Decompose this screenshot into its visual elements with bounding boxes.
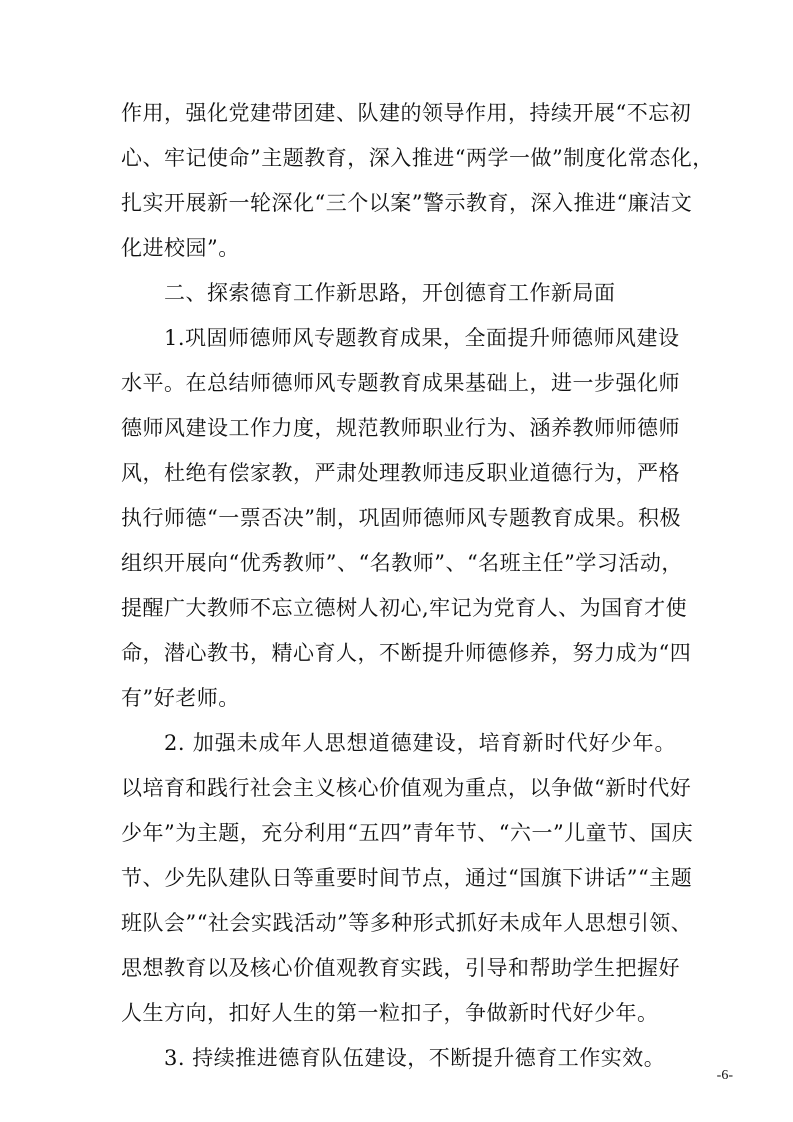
body-text-line: 以培育和践行社会主义核心价值观为重点，以争做“新时代好 [121, 776, 692, 800]
body-text-line: 少年”为主题，充分利用“五四”青年节、“六一”儿童节、国庆 [121, 821, 694, 845]
body-text-line: 德师风建设工作力度，规范教师职业行为、涵养教师师德师 [121, 416, 680, 440]
body-text-line: 节、少先队建队日等重要时间节点，通过“国旗下讲话”“主题 [121, 866, 693, 890]
body-text-line: 心、牢记使命”主题教育，深入推进“两学一做”制度化常态化， [121, 146, 714, 170]
body-text-line: 组织开展向“优秀教师”、“名教师”、“名班主任”学习活动， [121, 551, 683, 575]
body-text-line: 提醒广大教师不忘立德树人初心,牢记为党育人、为国育才使 [121, 596, 688, 620]
body-text-line: 班队会”“社会实践活动”等多种形式抓好未成年人思想引领、 [121, 911, 693, 935]
paragraph-first-line: 1.巩固师德师风专题教育成果，全面提升师德师风建设 [164, 326, 680, 350]
body-text-line: 思想教育以及核心价值观教育实践，引导和帮助学生把握好 [121, 956, 680, 980]
section-heading: 二、探索德育工作新思路，开创德育工作新局面 [164, 281, 616, 305]
body-text-line: 执行师德“一票否决”制，巩固师德师风专题教育成果。积极 [121, 506, 681, 530]
body-text-line: 水平。在总结师德师风专题教育成果基础上，进一步强化师 [121, 371, 680, 395]
body-text-line: 人生方向，扣好人生的第一粒扣子，争做新时代好少年。 [121, 1001, 659, 1025]
body-text-line: 作用，强化党建带团建、队建的领导作用，持续开展“不忘初 [121, 101, 692, 125]
body-text-line: 有”好老师。 [121, 686, 240, 710]
page-number: -6- [716, 1068, 733, 1083]
paragraph-first-line: 3. 持续推进德育队伍建设，不断提升德育工作实效。 [164, 1046, 666, 1070]
paragraph-first-line: 2. 加强未成年人思想道德建设，培育新时代好少年。 [164, 731, 676, 755]
body-text-line: 风，杜绝有偿家教，严肃处理教师违反职业道德行为，严格 [121, 461, 680, 485]
body-text-line: 化进校园”。 [121, 236, 240, 260]
body-text-line: 扎实开展新一轮深化“三个以案”警示教育，深入推进“廉洁文 [121, 191, 693, 215]
body-text-line: 命，潜心教书，精心育人，不断提升师德修养，努力成为“四 [121, 641, 692, 665]
